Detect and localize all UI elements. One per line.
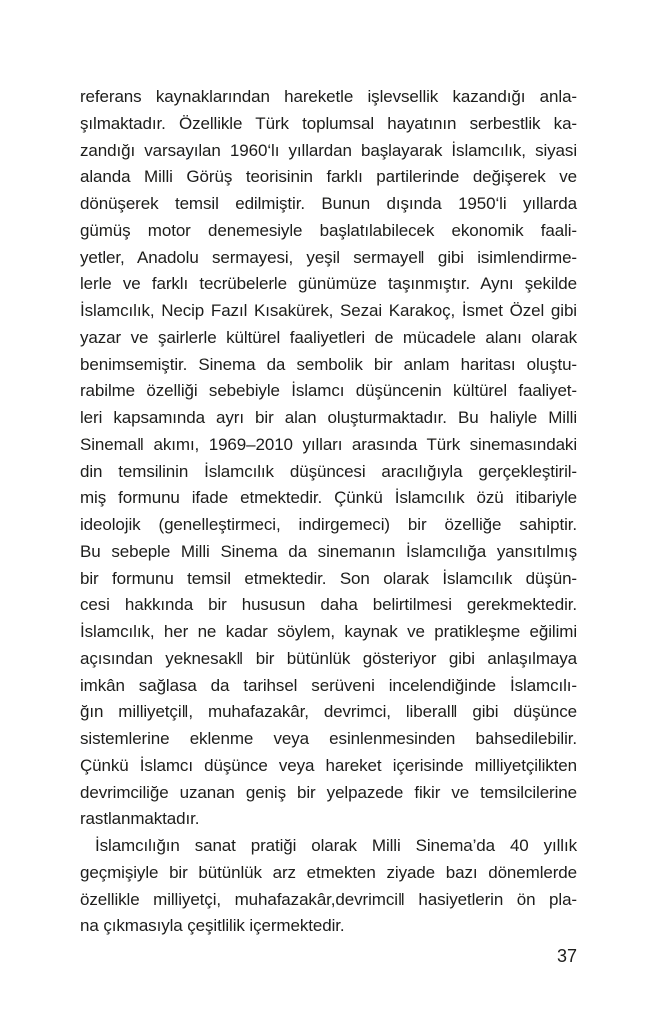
- text-line: imkân sağlasa da tarihsel serüveni incelendiğinde İslamcılı-: [80, 675, 577, 695]
- text-line: yetler, Anadolu sermayesi, yeşil sermaye‖ gibi isimlendirme-: [80, 247, 577, 267]
- text-line: sistemlerine eklenme veya esinlenmesinden bahsedilebilir.: [80, 729, 577, 748]
- text-line: na çıkmasıyla çeşitlilik içermektedir.: [80, 916, 345, 936]
- text-line: İslamcılığın sanat pratiği olarak Milli Sinema’da 40 yıllık: [95, 836, 577, 855]
- text-line: özellikle milliyetçi, muhafazakâr,devrimci‖ hasiyetlerin ön pla-: [80, 889, 577, 909]
- text-line: ğın milliyetçi‖, muhafazakâr, devrimci, liberal‖ gibi düşünce: [80, 702, 577, 722]
- text-line: şılmaktadır. Özellikle Türk toplumsal hayatının serbestlik ka-: [80, 113, 577, 133]
- text-line: cesi hakkında bir hususun daha belirtilmesi gerekmektedir.: [80, 595, 577, 615]
- text-line: gümüş motor denemesiyle başlatılabilecek ekonomik faali-: [80, 220, 577, 240]
- text-line: geçmişiyle bir bütünlük arz etmekten ziyade bazı dönemlerde: [80, 862, 577, 882]
- text-line: bir formunu temsil etmektedir. Son olarak İslamcılık düşün-: [80, 568, 577, 588]
- text-line: açısından yeknesak‖ bir bütünlük gösteriyor gibi anlaşılmaya: [80, 648, 577, 668]
- text-line: miş formunu ifade etmektedir. Çünkü İslamcılık özü itibariyle: [80, 488, 577, 508]
- body-text: [80, 84, 577, 940]
- text-line: İslamcılık, her ne kadar söylem, kaynak ve pratikleşme eğilimi: [80, 622, 577, 641]
- text-line: rabilme özelliği sebebiyle İslamcı düşüncenin kültürel faaliyet-: [80, 381, 577, 401]
- text-line: lerle ve farklı tecrübelerle günümüze taşınmıştır. Aynı şekilde: [80, 274, 577, 294]
- text-line: Sinema‖ akımı, 1969–2010 yılları arasında Türk sinemasındaki: [80, 434, 577, 454]
- text-line: Bu sebeple Milli Sinema da sinemanın İslamcılığa yansıtılmış: [80, 541, 577, 561]
- text-line: leri kapsamında ayrı bir alan oluşturmaktadır. Bu haliyle Milli: [80, 408, 577, 427]
- page-number: 37: [556, 946, 577, 966]
- text-line: alanda Milli Görüş teorisinin farklı partilerinde değişerek ve: [80, 167, 577, 187]
- text-line: yazar ve şairlerle kültürel faaliyetleri de mücadele alanı olarak: [80, 327, 577, 347]
- text-line: dönüşerek temsil edilmiştir. Bunun dışında 1950‘li yıllarda: [80, 194, 577, 213]
- text-line: Çünkü İslamcı düşünce veya hareket içerisinde milliyetçilikten: [80, 755, 577, 775]
- text-line: devrimciliğe uzanan geniş bir yelpazede fikir ve temsilcilerine: [80, 782, 577, 802]
- text-line: referans kaynaklarından hareketle işlevsellik kazandığı anla-: [80, 87, 577, 106]
- text-line: rastlanmaktadır.: [80, 809, 200, 829]
- text-line: zandığı varsayılan 1960‘lı yıllardan başlayarak İslamcılık, siyasi: [80, 140, 577, 160]
- text-line: ideolojik (genelleştirmeci, indirgemeci) bir özelliğe sahiptir.: [80, 515, 577, 534]
- text-line: benimsemiştir. Sinema da sembolik bir anlam haritası oluştu-: [80, 354, 577, 374]
- text-line: din temsilinin İslamcılık düşüncesi aracılığıyla gerçekleştiril-: [80, 461, 577, 481]
- text-line: İslamcılık, Necip Fazıl Kısakürek, Sezai Karakoç, İsmet Özel gibi: [80, 301, 577, 320]
